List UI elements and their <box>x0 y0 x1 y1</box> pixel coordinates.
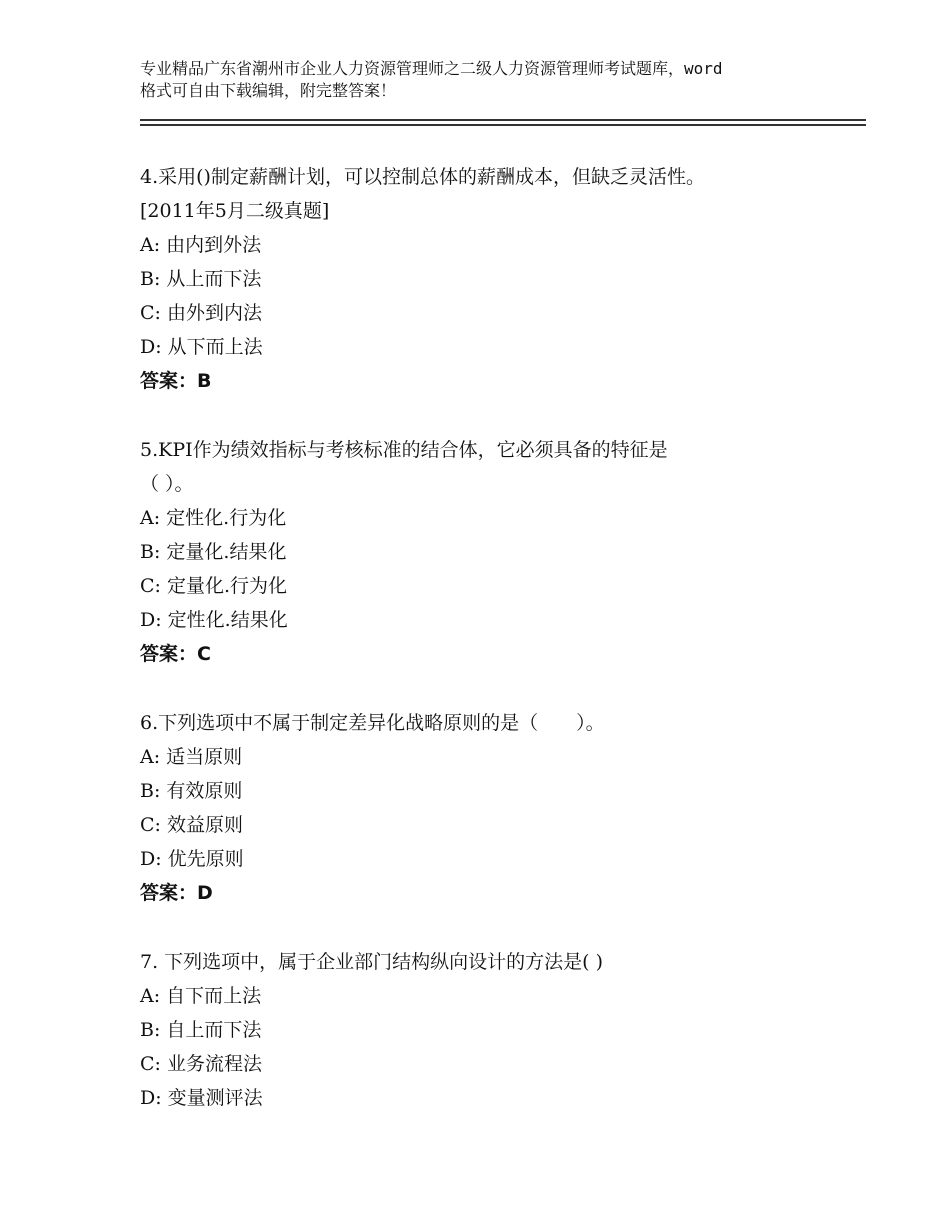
option-d: D: 从下而上法 <box>140 336 263 358</box>
option-c: C: 效益原则 <box>140 814 243 836</box>
option-a: A: 由内到外法 <box>140 234 262 256</box>
question-stem-continued: （ ）。 <box>140 473 194 495</box>
option-a: A: 自下而上法 <box>140 985 262 1007</box>
header-rule-bottom <box>140 124 866 126</box>
option-a: A: 定性化.行为化 <box>140 507 287 529</box>
header-rule-top <box>140 119 866 121</box>
option-c: C: 业务流程法 <box>140 1053 262 1075</box>
question-4 <box>140 160 860 398</box>
option-d: D: 定性化.结果化 <box>140 609 288 631</box>
question-6 <box>140 706 860 910</box>
question-7 <box>140 945 860 1115</box>
answer: 答案：D <box>140 882 213 904</box>
question-stem: 6.下列选项中不属于制定差异化战略原则的是（ ）。 <box>140 712 605 734</box>
option-d: D: 变量测评法 <box>140 1087 263 1109</box>
question-stem: 7. 下列选项中，属于企业部门结构纵向设计的方法是( ) <box>140 951 604 973</box>
question-stem-continued: [2011年5月二级真题] <box>140 200 330 222</box>
header-line-1: 专业精品广东省潮州市企业人力资源管理师之二级人力资源管理师考试题库，word <box>140 59 723 78</box>
option-b: B: 自上而下法 <box>140 1019 262 1041</box>
option-b: B: 定量化.结果化 <box>140 541 287 563</box>
option-c: C: 定量化.行为化 <box>140 575 288 597</box>
answer: 答案：C <box>140 643 211 665</box>
question-stem: 4.采用()制定薪酬计划，可以控制总体的薪酬成本，但缺乏灵活性。 <box>140 166 705 188</box>
option-c: C: 由外到内法 <box>140 302 262 324</box>
option-b: B: 从上而下法 <box>140 268 262 290</box>
document-header <box>140 58 840 102</box>
answer: 答案：B <box>140 370 212 392</box>
option-b: B: 有效原则 <box>140 780 243 802</box>
header-line-2: 格式可自由下载编辑，附完整答案！ <box>140 81 397 100</box>
option-a: A: 适当原则 <box>140 746 243 768</box>
question-5 <box>140 433 860 671</box>
question-stem: 5.KPI作为绩效指标与考核标准的结合体，它必须具备的特征是 <box>140 439 668 461</box>
option-d: D: 优先原则 <box>140 848 244 870</box>
